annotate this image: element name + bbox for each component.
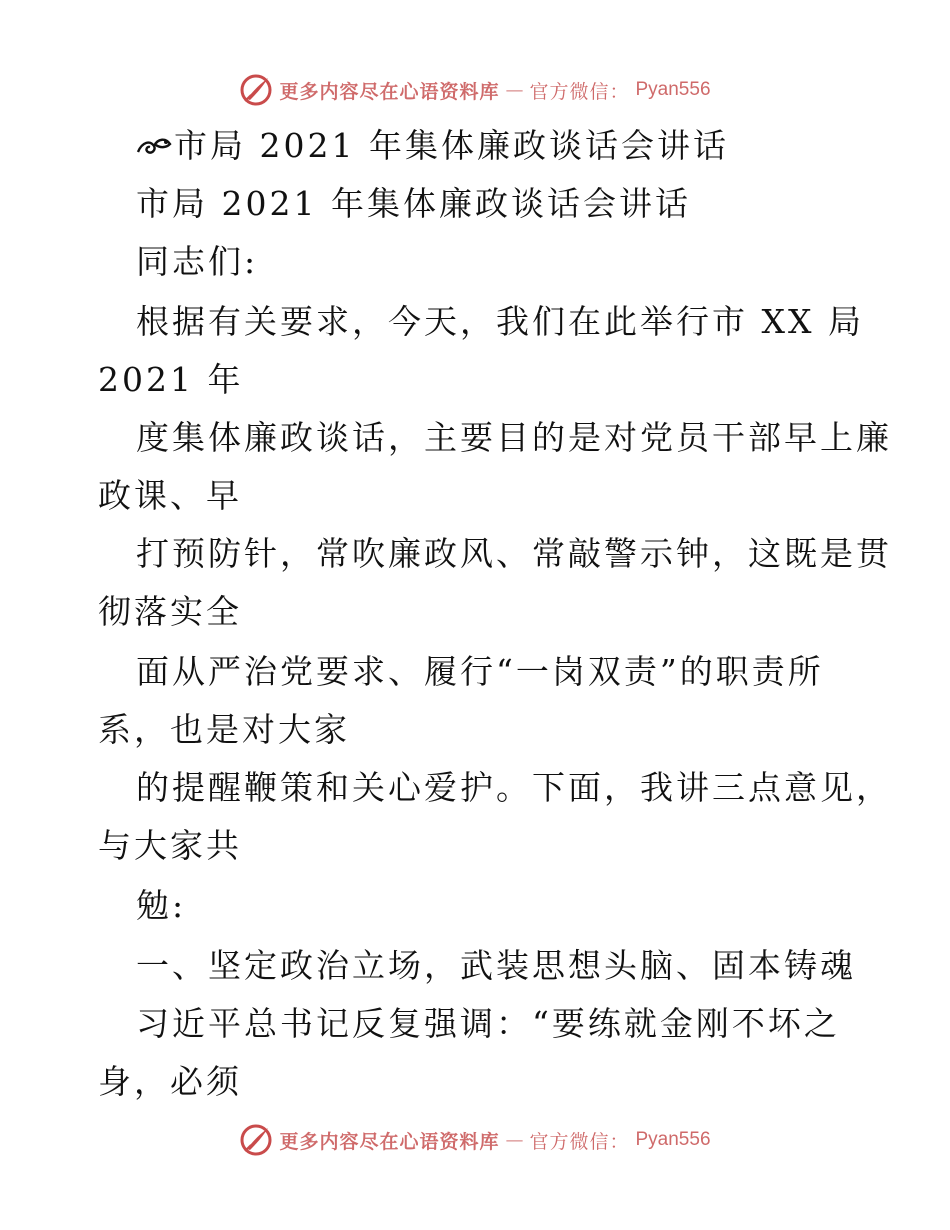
banner-wechat-label: 官方微信： [529, 80, 630, 103]
document-title-repeat: 市局 2021 年集体廉政谈话会讲话 [136, 184, 691, 223]
paragraph-line: 面从严治党要求、履行“一岗双责”的职责所 [136, 652, 824, 691]
banner-wechat-label: 官方微信： [529, 1130, 630, 1153]
header-banner [0, 70, 950, 110]
paragraph-line: 度集体廉政谈话，主要目的是对党员干部早上廉 [136, 418, 892, 457]
quill-logo-icon [239, 73, 273, 107]
paragraph-line: 习近平总书记反复强调：“要练就金刚不坏之 [136, 1004, 840, 1043]
paragraph-line: 的提醒鞭策和关心爱护。下面，我讲三点意见， [136, 768, 892, 807]
document-title [136, 126, 729, 168]
banner-dash: — [505, 79, 524, 101]
paragraph-line: 打预防针，常吹廉政风、常敲警示钟，这既是贯 [136, 534, 892, 573]
footer-banner [0, 1120, 950, 1160]
paragraph-line: 身，必须 [98, 1062, 242, 1101]
paragraph-line: 勉: [136, 886, 187, 925]
floral-ornament-icon [136, 128, 172, 168]
paragraph-line: 与大家共 [98, 826, 242, 865]
paragraph-line: 政课、早 [98, 476, 242, 515]
quill-logo-icon [239, 1123, 273, 1157]
paragraph-line: 2021 年 [98, 360, 244, 399]
banner-text: 更多内容尽在心语资料库 [279, 80, 500, 103]
salutation: 同志们: [136, 242, 259, 281]
paragraph-line: 根据有关要求，今天，我们在此举行市 XX 局 [136, 302, 864, 341]
paragraph-line: 彻落实全 [98, 592, 242, 631]
section-heading: 一、坚定政治立场，武装思想头脑、固本铸魂 [136, 946, 856, 985]
banner-wechat-id: Pyan556 [635, 1129, 711, 1150]
paragraph-line: 系，也是对大家 [98, 710, 350, 749]
title-text: 市局 2021 年集体廉政谈话会讲话 [174, 126, 729, 165]
banner-dash: — [505, 1129, 524, 1151]
banner-text: 更多内容尽在心语资料库 [279, 1130, 500, 1153]
banner-wechat-id: Pyan556 [635, 79, 711, 100]
